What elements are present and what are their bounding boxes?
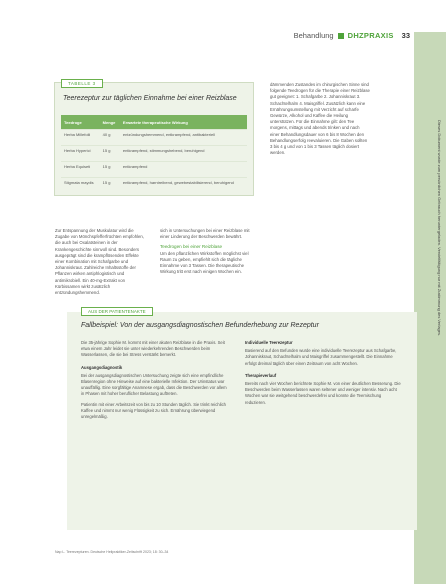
- table-cell: Herba Equiseti: [61, 162, 100, 178]
- body-text: Um den pflanzlichen Wirkstoffen möglichst viel Raum zu geben, empfiehlt sich die tägliche Einnahme von 3 Tassen. Die therapeutische Wirkung tritt erst nach einigen Wochen ein.: [160, 250, 249, 275]
- body-text: sich in Untersuchungen bei einer Reizblase mit einer Linderung der Beschwerden bewährt.: [160, 228, 250, 240]
- brand-square-icon: [338, 33, 344, 39]
- table-row: [61, 162, 247, 178]
- table-cell: entkrampfend, stimmungshebend, beruhigend: [120, 146, 247, 162]
- table-cell: 40 g: [100, 130, 120, 146]
- patient-subheading: Therapieverlauf: [245, 372, 277, 378]
- body-text: Bereits nach vier Wochen berichtete Sophie M. von einer deutlichen Besserung. Die Beschwerden beim Wasserlassen waren seltener und weniger intensiv. Nach acht Wochen war sie weitgehend beschwerdefrei und konnte die Teemischung reduzieren.: [245, 381, 401, 405]
- footer-citation: Nap L. Teerezepturen. Deutsche Heilpraktiker-Zeitschrift 2023; 18: 30–34: [55, 550, 169, 554]
- table-cell: entkrampfend: [120, 162, 247, 178]
- table-cell: 15 g: [100, 162, 120, 178]
- table-row: [61, 130, 247, 146]
- table-box: [54, 82, 254, 196]
- table-header-cell: Teedroge: [61, 115, 100, 130]
- body-column-3: [270, 82, 370, 156]
- section-subheading: Teedrogen bei einer Reizblase: [160, 244, 223, 250]
- brand-name: DHZPRAXIS: [347, 31, 394, 40]
- table-cell: 15 g: [100, 146, 120, 162]
- page-header: [294, 31, 410, 40]
- table-cell: entkrampfend, harntreibend, gewebestabilisierend, beruhigend: [120, 178, 247, 194]
- patient-left-column: [81, 340, 231, 420]
- patient-right-column: [245, 340, 403, 406]
- body-column-2: [160, 228, 252, 275]
- body-text: Die 35-jährige Sophie M. kommt mit einer akuten Reizblase in die Praxis. Seit etwa einem Jahr leidet sie unter wiederkehrenden Beschwerden beim Wasserlassen, die sie bei Stress verstärkt bemerkt.: [81, 340, 225, 358]
- section-label: Behandlung: [293, 31, 334, 40]
- table-cell: entzündungshemmend, entkrampfend, antibakteriell: [120, 130, 247, 146]
- patient-subheading: Ausgangsdiagnostik: [81, 364, 123, 370]
- body-text: Basierend auf den Befunden wurde eine individuelle Teerezeptur aus Schafgarbe, Johanniskraut, Schachtelhalm und Maisgriffel zusammengestellt. Die Einnahme erfolgt dreimal täglich über einen Zeitraum von acht Wochen.: [245, 348, 397, 366]
- table-cell: Stigmata maydis: [61, 178, 100, 194]
- table-tag: TABELLE 3: [61, 79, 103, 88]
- body-text: Patientin mit einer Arbeitszeit von bis zu 10 Stunden täglich. Sie trinkt reichlich Kaffee und nimmt nur wenig Flüssigkeit zu sich. Ernährung überwiegend unregelmäßig.: [81, 401, 227, 420]
- table-title: Teerezeptur zur täglichen Einnahme bei einer Reizblase: [63, 95, 237, 102]
- table-row: [61, 146, 247, 162]
- body-text: dämmenden Zustandes im chirurgischen Sinne sind folgende Teedrogen für die Therapie einer Reizblase gut geeignet: 1. Schafgarbe 2. Johanniskraut 3. Schachtelhalm 4. Maisgriffel. Zusätzlich kann eine Ernährungsumstellung mit Verzicht auf scharfe Gewürze, Alkohol und Kaffee die Heilung unterstützen. Für die Einnahme gilt: den Tee morgens, mittags und abends trinken und nach einer Behandlungsdauer von 6 bis 8 Wochen den Behandlungserfolg reevaluieren. Die Gaben sollten 3 bis 4 g und von 1 bis 3 Tassen täglich dosiert werden.: [270, 82, 370, 156]
- body-text: Zur Entspannung der Muskulatur wird die Zugabe von Mönchspfefferfrüchten empfohlen, die auch bei Oxalatsteinen in der Krankengeschichte sinnvoll sind. Besonders ausgeprägt sind die krampflösenden Effekte einer Kombination mit Schafgarbe und Johanniskraut. Zahlreiche Inhaltsstoffe der Pflanzen wirken antiphlogistisch und antimikrobiell. Ein 40-mg-Extrakt von Kürbissamen wirkt zusätzlich entzündungshemmend.: [55, 228, 145, 296]
- patient-subheading: Individuelle Teerezeptur: [245, 340, 293, 345]
- copyright-note: Dieses Dokument wurde zum persönlichen Gebrauch heruntergeladen. Vervielfältigung nur mit Zustimmung des Verlages.: [437, 120, 442, 337]
- patient-tag: AUS DER PATIENTENAKTE: [81, 307, 153, 316]
- table-cell: 15 g: [100, 178, 120, 194]
- table-row: [61, 178, 247, 194]
- table-cell: Herba Millefolii: [61, 130, 100, 146]
- body-column-1: [55, 228, 147, 296]
- patient-title: Fallbeispiel: Von der ausgangsdiagnostischen Befunderhebung zur Rezeptur: [81, 322, 319, 329]
- page-number: 33: [401, 31, 410, 40]
- table-header-cell: Menge: [100, 115, 120, 130]
- table-cell: Herba Hyperici: [61, 146, 100, 162]
- table-header-cell: Erwartete therapeutische Wirkung: [120, 115, 247, 130]
- body-text: Bei der ausgangsdiagnostischen Untersuchung zeigte sich eine empfindliche Blasenregion ohne Hinweise auf eine bakterielle Infektion. Der Urinstatus war unauffällig. Eine sorgfältige Anamnese ergab, dass die Beschwerden vor allem in Phasen mit hoher beruflicher Belastung auftreten.: [81, 372, 227, 397]
- tea-recipe-table: [61, 115, 247, 193]
